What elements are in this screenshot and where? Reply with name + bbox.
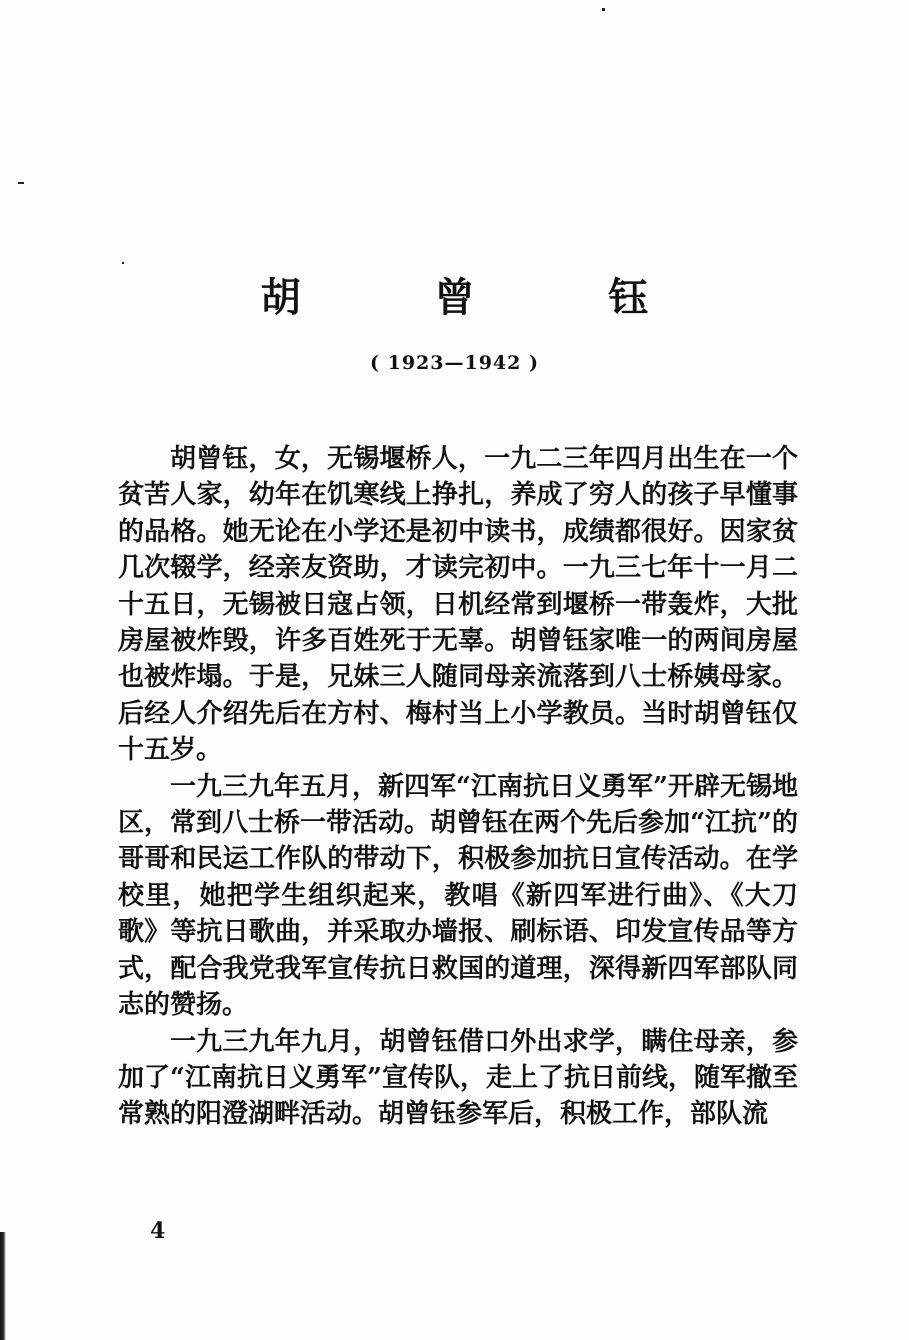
scan-speck (18, 182, 24, 184)
paragraph: 胡曾钰，女，无锡堰桥人，一九二三年四月出生在一个贫苦人家，幼年在饥寒线上挣扎，养成了穷人的孩子早懂事的品格。她无论在小学还是初中读书，成绩都很好。因家贫几次辍学，经亲友资助，才读完初中。一九三七年十一月二十五日，无锡被日寇占领，日机经常到堰桥一带轰炸，大批房屋被炸毁，许多百姓死于无辜。胡曾钰家唯一的两间房屋也被炸塌。于是，兄妹三人随同母亲流落到八士桥姨母家。后经人介绍先后在方村、梅村当上小学教员。当时胡曾钰仅十五岁。 (118, 444, 798, 766)
scan-speck (122, 262, 124, 264)
paragraph: 一九三九年九月，胡曾钰借口外出求学，瞒住母亲，参加了“江南抗日义勇军”宣传队，走上了抗日前线，随军撤至常熟的阳澄湖畔活动。胡曾钰参军后，积极工作，部队流 (118, 1026, 798, 1130)
paragraph: 一九三九年五月，新四军“江南抗日义勇军”开辟无锡地区，常到八士桥一带活动。胡曾钰在两个先后参加“江抗”的哥哥和民运工作队的带动下，积极参加抗日宣传活动。在学校里，她把学生组织起来，教唱《新四军进行曲》、《大刀歌》等抗日歌曲，并采取办墙报、刷标语、印发宣传品等方式，配合我党我军宣传抗日救国的道理，深得新四军部队同志的赞扬。 (118, 771, 798, 1021)
scan-binding-shadow (0, 1232, 6, 1340)
page-title: 胡 曾 钰 (260, 275, 709, 321)
scan-speck (602, 8, 605, 11)
page-number: 4 (150, 1218, 166, 1244)
biography-text (118, 441, 798, 1133)
life-dates: ( 1923—1942 ) (370, 352, 539, 374)
